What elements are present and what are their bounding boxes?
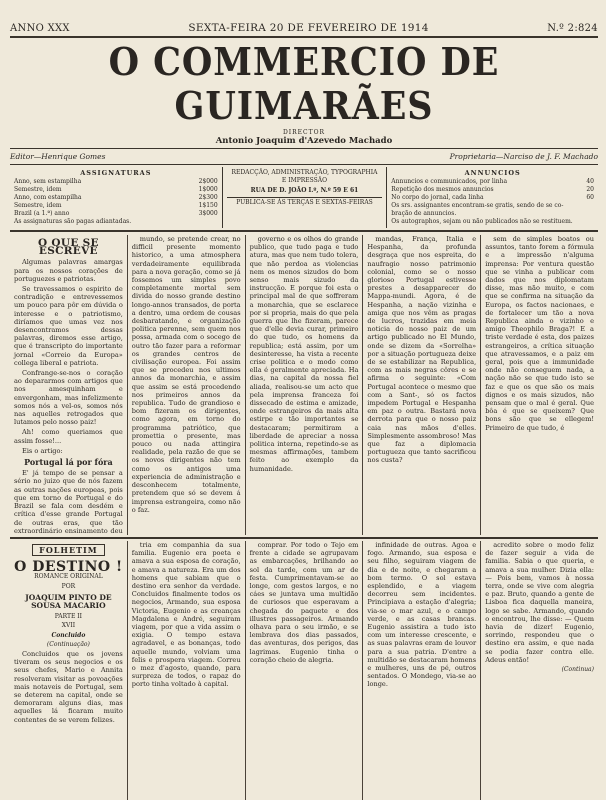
advert-note-2: bração de annuncios. [391, 210, 457, 217]
article-paragraph: E' já tempo de se pensar a sério no juizo que de nós fazem as outras nações europeas, pois que em torno de Portugal e do Brazil se fala com desdém e crítica d'esse grande Portugal de outras eras, que tão extraordinário ensinamento deu [14, 469, 123, 535]
editors-line [10, 151, 598, 162]
article-heading: O QUE SE ESCREVE [38, 237, 99, 258]
feuilleton-divider [10, 537, 598, 539]
article-text: mandas, França, Italia e Hespanha, da profunda desgraça que nos espreita, do naufragio nosso patrimonio colonial, como se o nosso glorioso Portugal estivesse prestes a desapparecer do Mappa-mundi. Agora, é de Hespanha, a nação vizinha e amiga que nos vêm as pragas de lucros, trazidas em meia noticia do nosso paiz de um artigo publicado no El Mundo, onde se dizem da «Sorrelha» por a situação portugueza deixe de se estabilizar na Republica, com as mais negras côres e se afirma o seguinte: «Com Portugal acontece o mesmo que com a Sant-, só os factos impedem Portugal e Hespanha em paz o outra. Bastará nova derrota para que o nosso paiz caia nas mãos d'elles. Simplesmente assombroso! Mas que faz a diplomacia portugueza que tanto sacrificou nos custa? [367, 235, 477, 465]
upper-columns [10, 235, 598, 535]
director-name: Antonio Joaquim d'Azevedo Machado [215, 136, 393, 146]
subscriptions-box [10, 167, 222, 228]
subscription-line: Brazil (a 1.ª) anno 3$000 [14, 210, 218, 217]
novel-text: tria em companhia da sua familia. Eugenio era poeta e amava a sua esposa de coração, e amava a natureza. Era um dos homens que sabiam que o destino era senhor da verdade. Concluidos finalmente todos os negocios, Armando, sua esposa Victoria, Eugenio e as creanças Magdalena e André, seguiram viagem, por que a vida assim o exigia. O tempo estava agradavel, e as bonanças, todo aquelle mundo, volviam uma felis e prospera viagem. Correu o mez d'agosto, quando, para surpreza de todos, o rapaz do porto tinha voltado à capital. [131, 541, 241, 689]
novel-title: O DESTINO ! [14, 559, 123, 576]
article-text: sem de simples boatos ou assuntos, tanto forem a fórmula e a impressão n'alguma imprensa: Por ventura questão que se vinha a publicar com dados que nos diplomatam disse, mas não muito, e com que se confirma na situação da Europa, os factos nacionaes, e de fortalecer um tão a nova Republica ainda o vizinho e amigo Theophilo Braga?! E a triste verdade é esta, dos paizes estrangeiros, a crítica situação que atravessamos, e a paiz em geral, pois que a immunidade onde não conseguem nada, a nação não se que tudo isto se faz e que os que são os mais dignos e os mais sizudos, não pensam que o mal é geral. Que bôa é que se queixem? Que bons são que se ellegem! Primeiro de que tudo, é [485, 235, 594, 432]
novel-chapter: XVII [61, 622, 76, 630]
article-text: governo e os olhos do grande publico, que tudo paga e tudo atura, mas que nem tudo tolera, que não perdoa as violencias nem os menos sizudos do bom senso mais sizudo da instrucção. E porque foi esta o principal mal de que soffreram a monarchia, que se esclarece por si propria, mais do que pela guerra que lhe fizeram, parece que d'elle devia curar, primeiro do que tudo, os homens da republica; está assim, por um desinteresse, ha vista a recente crise politica e o modo como ella é geralmente apreciada. Ha dias, na capital da nossa fiel aliada, realisou-se um acto que pela imprensa franceza foi dissecado de estima e amizade, onde estrangeiros da mais alta estirpe e tão importantes se destacaram; permitiram a liberdade de apreciar a nossa politica interna, repetindo-se as mesmas affirmações, tambem feito ao exemplo da humanidade. [249, 235, 359, 473]
subscriptions-note: As assignaturas são pagas adiantadas. [14, 218, 132, 225]
advertisements-box [386, 167, 598, 228]
advertisements-title: ANNUNCIOS [464, 169, 521, 177]
masthead-title: O COMMERCIO DE GUIMARÃES [108, 39, 500, 128]
novel-author: JOAQUIM PINTO DE SOUSA MACARIO [25, 592, 112, 611]
novel-por: POR [61, 582, 76, 590]
article-paragraph: Eis o artigo: [22, 446, 63, 455]
feuilleton-label: FOLHETIM [32, 544, 104, 556]
article-paragraph: Algumas palavras amargas para os nossos corações de portuguezes e patriotas. [14, 258, 123, 283]
editor-name: Editor—Henrique Gomes [10, 152, 106, 161]
lower-columns [10, 541, 598, 800]
advert-line: No corpo do jornal, cada linha 60 [391, 194, 594, 201]
subscriptions-title: ASSIGNATURAS [80, 169, 152, 177]
upper-column-1 [10, 235, 127, 535]
redaction-line-2: E IMPRESSÃO [281, 177, 328, 184]
subscription-line: Anno, sem estampilha 2$000 [14, 178, 218, 185]
subscription-line: Semestre, idem 1$000 [14, 186, 218, 193]
advert-note-1: Os srs. assignantes encontram-se gratis, sendo de se co- [391, 202, 564, 209]
novel-text: Concluidos que os jovens tiveram os seus negocios e os seus chefes, Mario e Annita resolveram visitar as povoações mais notaveis de Portugal, sem se deterem na capital, onde se demoraram alguns dias, mas aquelles lá ficaram muito contentes de se verem felizes. [14, 650, 123, 724]
advert-note-3: Os autographos, sejam ou não publicados não se restituem. [391, 218, 573, 225]
upper-column-4 [362, 235, 480, 535]
novel-concluido: Concluido [51, 631, 86, 639]
redaction-line-1: REDACÇÃO, ADMINISTRAÇÃO, TYPOGRAPHIA [231, 169, 378, 176]
director-label: DIRECTOR [282, 129, 326, 136]
top-rule [10, 36, 598, 38]
novel-subtitle: ROMANCE ORIGINAL [34, 573, 103, 581]
advert-line: Repetição dos mesmos annuncios 20 [391, 186, 594, 193]
year-label: ANNO XXX [10, 23, 70, 34]
upper-column-3 [245, 235, 363, 535]
issue-date: SEXTA-FEIRA 20 DE FEVEREIRO DE 1914 [188, 22, 429, 34]
lower-column-4 [362, 541, 480, 800]
novel-text: comprar. Por todo o Tejo em frente a cidade se agrupavam as embarcações, brilhando ao sol da tarde, com um ar de festa. Cumprimentavam-se ao longe, com gestos largos, e no cáes se juntava uma multidão de curiosos que esperavam a chegada do paquete e dos illustres passageiros. Armando olhava para o seu irmão, e se lembrava dos dias passados, das aventuras, dos perigos, das lagrimas. Eugenio tinha o coração cheio de alegria. [249, 541, 359, 664]
subscription-line: Semestre, idem 1$150 [14, 202, 218, 209]
article-text: mundo, se pretende crear, no difficil presente momento historico, a uma atmosphera verdadeiramente equilibrada para a nova geração, como se já fossemos um simples povo completamente mortal sem divida do nosso grande destino longo-annos transados, de porta a dentro, uma ordem de cousas desbaratando, e organização politica perenne, sem quem nos possa, armada com o socego de outro tão fazer para a reformar os grandes centros de civilisação europea. Foi assim que se procedeu nos ultimos annos da monarchia, e assim que assim se está procedendo nos primeiros annos da republica. Tudo de grandioso e bom fizeram os dirigentes, como agora, em torno do programma patriótico, que promettia o presente, mas pouco ou nada attingira realidade, pela razão de que se os novos dirigentes não tem como os antigos uma experiencia de administração e desconhecem totalmente, pretendem que só se devem á imprensa estrangeira, como não o faz. [131, 235, 241, 514]
advert-line: Annuncios e communicados, por linha 40 [391, 178, 594, 185]
redaction-box [222, 167, 387, 228]
lower-column-2 [127, 541, 245, 800]
continua-note: (Continua) [561, 666, 594, 674]
lower-column-3 [245, 541, 363, 800]
article-paragraph: Se travessamos o espirito de contradição e entrevessemos um pouco para pôr em dúvida o interesse e o patriotismo, diríamos que umas vez nos desencontramos dessas palavras, diremos esse artigo, que é transcripto do importante jornal «Correio da Europa» collega liberal e patriota. [14, 285, 123, 367]
owner-name: Proprietaria—Narciso de J. F. Machado [449, 152, 598, 161]
info-row [10, 167, 598, 228]
issue-number: N.º 2:824 [547, 23, 598, 34]
top-line [10, 0, 598, 34]
novel-text: infinidade de outras. Agoa e fogo. Armando, sua esposa e seu filho, seguiram viagem de dia e de noite, e chegaram a bom termo. O sol estava esplendido, e a viagem decorreu sem incidentes. Principiava a estação d'alegria; via-se o mar azul, e o campo verde, e as casas brancas. Eugenio assistira a tudo isto com um interesse crescente, e as suas palavras eram de louvor para a sua patria. D'entre a multidão se destacaram homens e mulheres, uns de pé, outros sentados. O Mondego, via-se ao longe. [367, 541, 477, 689]
article-paragraph: Ah! como queriamos que assim fosse!... [14, 428, 123, 445]
novel-continuacao: (Continuação) [46, 640, 90, 648]
editor-rule [10, 148, 598, 149]
info-rule-bottom [10, 230, 598, 232]
upper-column-2 [127, 235, 245, 535]
publication-days: PUBLICA-SE ÁS TERÇAS E SEXTAS-FEIRAS [227, 197, 383, 207]
novel-part: PARTE II [54, 613, 83, 621]
lower-column-5 [480, 541, 598, 800]
article-paragraph: Confrange-se-nos o coração ao depararmos com artigos que nos amesquinham e envergonham, mas infelizmente somos nós a vel-os, somos nós nas aquelles retrogados que lutamos pelo nosso paiz! [14, 369, 123, 427]
subscription-line: Anno, com estampilha 2$300 [14, 194, 218, 201]
article-subheading: Portugal lá por fóra [24, 457, 113, 468]
novel-text: acredito sobre o modo feliz de fazer seguir a vida de familia. Sabia o que queria, e amava a sua mulher. Dizia ella: — Pois bem, vamos à nossa terra, onde se vive com alegria e paz. Bruto, quando a gente de Lisboa fica daquella maneira, logo se sabe. Armando, quando o encontrou, lhe disse: — Quem havia de dizer! Eugenio, sorrindo, respondeu que o destino era assim, e que nada se podia fazer contra elle. Adeus então! [485, 541, 594, 664]
redaction-address: RUA DE D. JOÃO I.º, N.º 59 E 61 [250, 187, 359, 194]
upper-column-5 [480, 235, 598, 535]
info-rule-top [10, 164, 598, 165]
lower-column-1 [10, 541, 127, 800]
